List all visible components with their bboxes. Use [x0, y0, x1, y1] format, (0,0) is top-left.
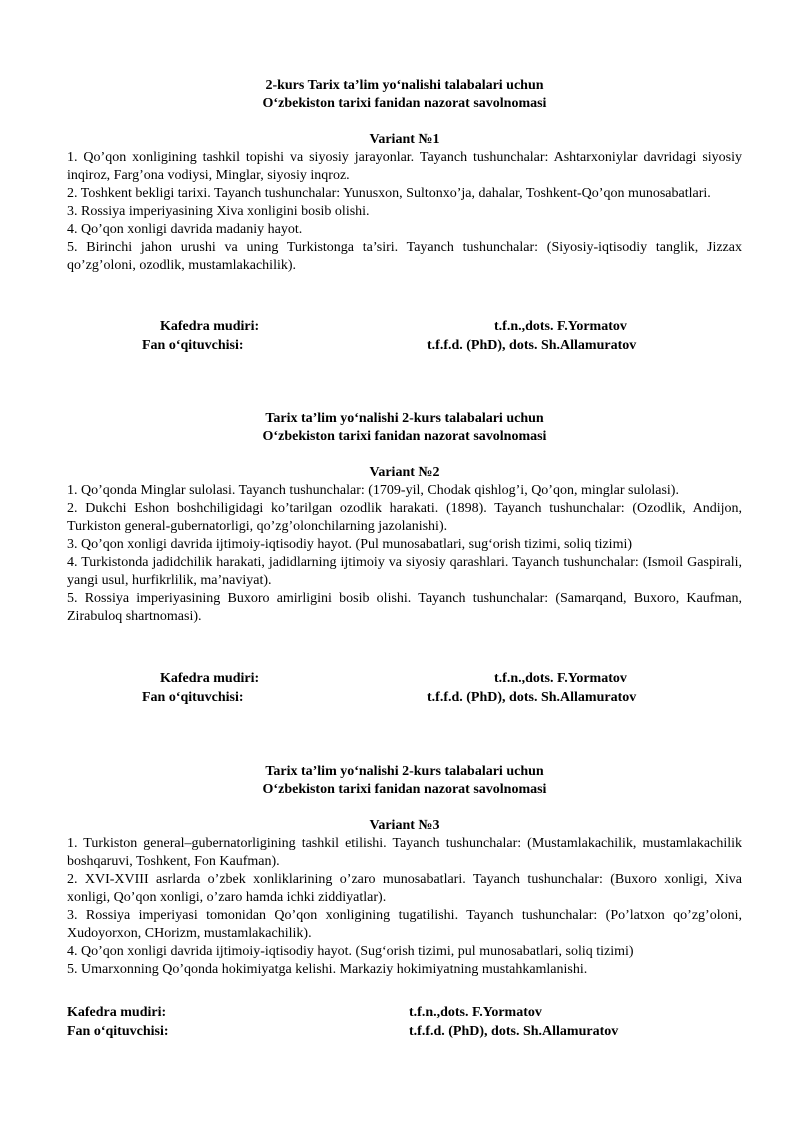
variant-2-question-5: 5. Rossiya imperiyasining Buxoro amirligini bosib olishi. Tayanch tushunchalar: (Samarqand, Buxoro, Kaufman, Zirabuloq shartnomasi). [67, 591, 742, 624]
variant-1-question-4: 4. Qo’qon xonligi davrida madaniy hayot. [67, 222, 303, 237]
variant-3-head-name: t.f.n.,dots. F.Yormatov [409, 1005, 542, 1020]
variant-3-title-line1: Tarix ta’lim yo‘nalishi 2-kurs talabalari uchun [265, 764, 544, 779]
variant-1-heading: Variant №1 [369, 132, 440, 147]
variant-3-teacher-name: t.f.f.d. (PhD), dots. Sh.Allamuratov [409, 1024, 619, 1039]
variant-1-head-label: Kafedra mudiri: [160, 319, 260, 334]
variant-1-title-line2: O‘zbekiston tarixi fanidan nazorat savolnomasi [262, 96, 547, 111]
variant-3-question-5: 5. Umarxonning Qo’qonda hokimiyatga kelishi. Markaziy hokimiyatning mustahkamlanishi. [67, 962, 588, 977]
variant-2-question-3: 3. Qo’qon xonligi davrida ijtimoiy-iqtisodiy hayot. (Pul munosabatlari, sug‘orish tizimi, soliq tizimi) [67, 537, 633, 552]
variant-3-question-3: 3. Rossiya imperiyasi tomonidan Qo’qon xonligining tugatilishi. Tayanch tushunchalar: (Po’latxon qo’zg’oloni, Xudoyorxon, CHorizm, mustamlakachilik). [67, 908, 742, 941]
variant-1-question-5: 5. Birinchi jahon urushi va uning Turkistonga ta’siri. Tayanch tushunchalar: (Siyosiy-iqtisodiy tanglik, Jizzax qo’zg’oloni, ozodlik, mustamlakachilik). [67, 240, 742, 273]
variant-2-teacher-label: Fan o‘qituvchisi: [142, 690, 244, 705]
variant-1-question-2: 2. Toshkent bekligi tarixi. Tayanch tushunchalar: Yunusxon, Sultonxo’ja, dahalar, Toshkent-Qo’qon munosabatlari. [67, 186, 711, 201]
variant-2-head-label: Kafedra mudiri: [160, 671, 260, 686]
variant-2-question-1: 1. Qo’qonda Minglar sulolasi. Tayanch tushunchalar: (1709-yil, Chodak qishlog’i, Qo’qon, minglar sulolasi). [67, 483, 679, 498]
variant-2-head-name: t.f.n.,dots. F.Yormatov [494, 671, 627, 686]
variant-3-head-label: Kafedra mudiri: [67, 1005, 167, 1020]
variant-1-teacher-name: t.f.f.d. (PhD), dots. Sh.Allamuratov [427, 338, 637, 353]
variant-3-heading: Variant №3 [369, 818, 440, 833]
variant-3-teacher-label: Fan o‘qituvchisi: [67, 1024, 169, 1039]
variant-3-title-line2: O‘zbekiston tarixi fanidan nazorat savolnomasi [262, 782, 547, 797]
variant-2-heading: Variant №2 [369, 465, 440, 480]
variant-2-title-line1: Tarix ta’lim yo‘nalishi 2-kurs talabalari uchun [265, 411, 544, 426]
variant-2-title-line2: O‘zbekiston tarixi fanidan nazorat savolnomasi [262, 429, 547, 444]
variant-1-question-3: 3. Rossiya imperiyasining Xiva xonligini bosib olishi. [67, 204, 370, 219]
variant-1-question-1: 1. Qo’qon xonligining tashkil topishi va siyosiy jarayonlar. Tayanch tushunchalar: Ashtarxoniylar davridagi siyosiy inqiroz, Farg’ona vodiysi, Minglar, siyosiy inqroz. [67, 150, 742, 183]
variant-1-section [67, 77, 742, 275]
variant-1-teacher-label: Fan o‘qituvchisi: [142, 338, 244, 353]
variant-3-question-1: 1. Turkiston general–gubernatorligining tashkil etilishi. Tayanch tushunchalar: (Mustamlakachilik, mustamlakachilik boshqaruvi, Toshkent, Fon Kaufman). [67, 836, 742, 869]
variant-2-section [67, 410, 742, 626]
variant-2-question-2: 2. Dukchi Eshon boshchiligidagi ko’tarilgan ozodlik harakati. (1898). Tayanch tushunchalar: (Ozodlik, Andijon, Turkiston general-gubernatorligi, qo’zg’olonchilarning jazolanishi). [67, 501, 742, 534]
variant-3-question-4: 4. Qo’qon xonligi davrida ijtimoiy-iqtisodiy hayot. (Sug‘orish tizimi, pul munosabatlari, soliq tizimi) [67, 944, 634, 959]
variant-1-head-name: t.f.n.,dots. F.Yormatov [494, 319, 627, 334]
variant-2-teacher-name: t.f.f.d. (PhD), dots. Sh.Allamuratov [427, 690, 637, 705]
variant-3-section [67, 763, 742, 979]
variant-3-question-2: 2. XVI-XVIII asrlarda o’zbek xonliklarining o’zaro munosabatlari. Tayanch tushunchalar: (Buxoro xonligi, Xiva xonligi, Qo’qon xonligi, o’zaro hamda ichki ziddiyatlar). [67, 872, 742, 905]
variant-2-question-4: 4. Turkistonda jadidchilik harakati, jadidlarning ijtimoiy va siyosiy qarashlari. Tayanch tushunchalar: (Ismoil Gaspirali, yangi usul, hurfikrlilik, ma’naviyat). [67, 555, 742, 588]
variant-1-title-line1: 2-kurs Tarix ta’lim yo‘nalishi talabalari uchun [265, 78, 544, 93]
